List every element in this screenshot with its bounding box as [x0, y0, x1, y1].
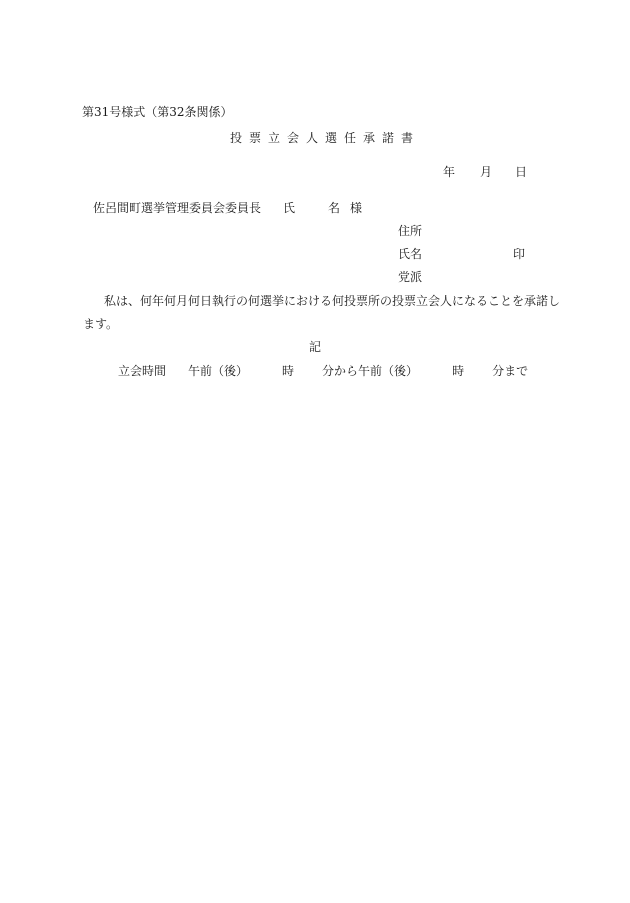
- recipient-name-label: 氏: [283, 201, 296, 215]
- am-pm-start: 午前（後）: [188, 364, 249, 378]
- consent-statement-line-1: 私は、何年何月何日執行の何選挙における何投票所の投票立会人になることを承諾し: [104, 294, 561, 308]
- consent-statement-line-2: ます。: [83, 317, 119, 331]
- minute-until-label: 分まで: [492, 364, 529, 378]
- recipient-name-honorific: [328, 202, 372, 214]
- address-label: 住所: [398, 224, 423, 238]
- hour-end-label: 時: [452, 364, 465, 378]
- minute-from-label: 分から午前（後）: [322, 364, 419, 378]
- recipient-name-label-2: 名: [328, 201, 351, 215]
- hour-start-label: 時: [282, 364, 295, 378]
- recipient-office: 佐呂間町選挙管理委員会委員長: [93, 201, 262, 215]
- date-month-label: 月: [480, 165, 493, 179]
- attendance-time-row: [118, 365, 528, 377]
- form-number: 第31号様式（第32条関係）: [82, 105, 233, 119]
- applicant-name-label: 氏名: [398, 247, 423, 261]
- date-day-label: 日: [515, 165, 528, 179]
- seal-mark: 印: [513, 247, 526, 261]
- party-label: 党派: [398, 270, 423, 284]
- attendance-time-label: 立会時間: [118, 364, 167, 378]
- document-title: 投票立会人選任承諾書: [230, 131, 421, 145]
- ki-heading: 記: [309, 340, 322, 354]
- honorific: 様: [350, 201, 373, 215]
- date-year-label: 年: [443, 165, 456, 179]
